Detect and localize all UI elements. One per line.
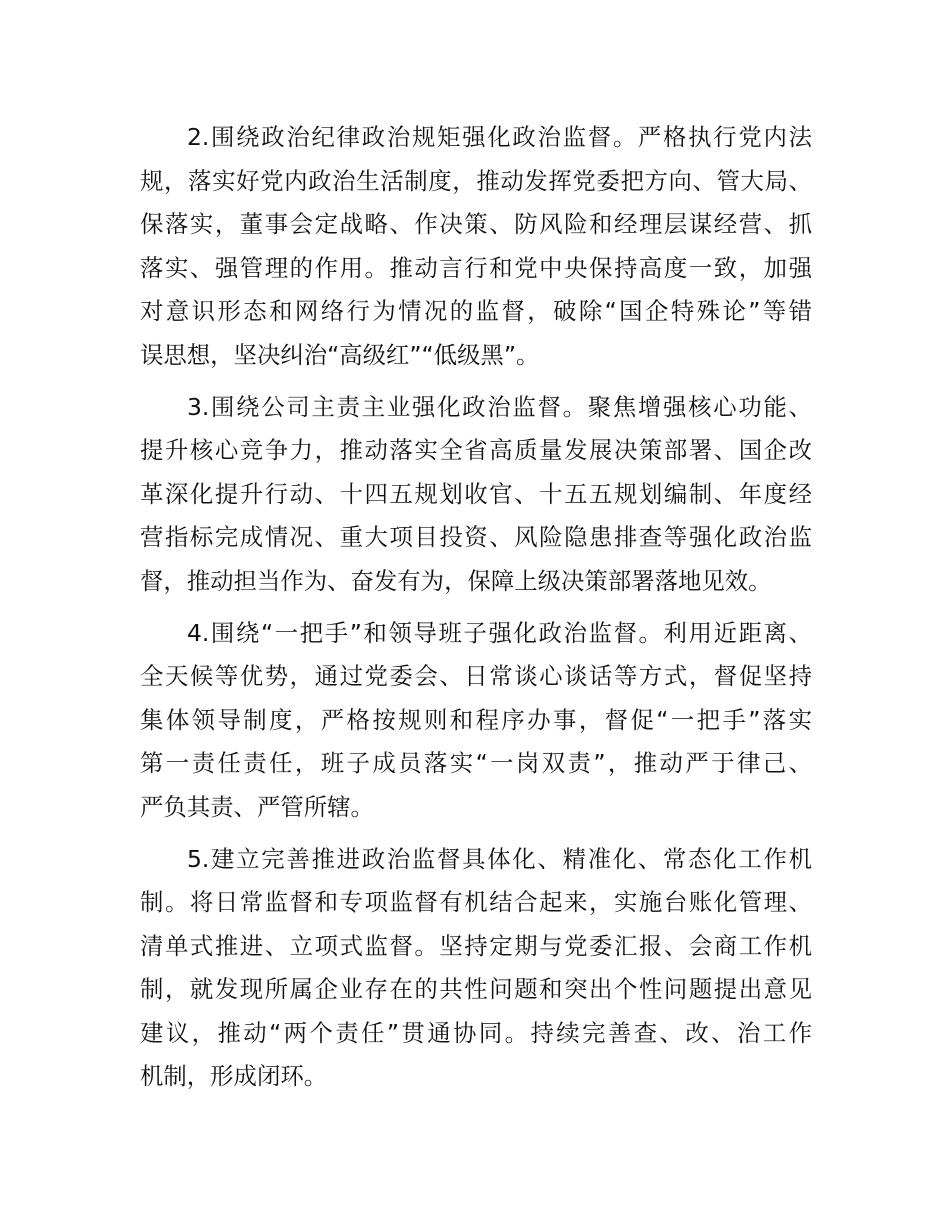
- paragraph-line: 营指标完成情况、重大项目投资、风险隐患排查等强化政治监: [140, 523, 812, 552]
- paragraph-line: 规，落实好党内政治生活制度，推动发挥党委把方向、管大局、: [140, 166, 812, 195]
- paragraph-line: 制，就发现所属企业存在的共性问题和突出个性问题提出意见: [140, 975, 812, 1004]
- paragraph-line: 5.建立完善推进政治监督具体化、精准化、常态化工作机: [187, 844, 812, 873]
- paragraph-line: 机制，形成闭环。: [140, 1062, 328, 1091]
- paragraph-line: 3.围绕公司主责主业强化政治监督。聚焦增强核心功能、: [187, 392, 812, 421]
- paragraph-line: 制。将日常监督和专项监督有机结合起来，实施台账化管理、: [140, 888, 812, 917]
- paragraph-line: 全天候等优势，通过党委会、日常谈心谈话等方式，督促坚持: [140, 662, 812, 691]
- paragraph-line: 对意识形态和网络行为情况的监督，破除“国企特殊论”等错: [140, 297, 812, 326]
- paragraph-2: [140, 116, 812, 378]
- paragraph-line: 保落实，董事会定战略、作决策、防风险和经理层谋经营、抓: [140, 210, 812, 239]
- document-page: [140, 116, 812, 1107]
- paragraph-line: 落实、强管理的作用。推动言行和党中央保持高度一致，加强: [140, 253, 812, 282]
- paragraph-line: 2.围绕政治纪律政治规矩强化政治监督。严格执行党内法: [187, 123, 812, 151]
- paragraph-4: [140, 612, 812, 830]
- paragraph-line: 集体领导制度，严格按规则和程序办事，督促“一把手”落实: [140, 705, 812, 734]
- paragraph-line: 严负其责、严管所辖。: [140, 792, 374, 821]
- paragraph-line: 误思想，坚决纠治“高级红”“低级黑”。: [140, 340, 540, 369]
- paragraph-line: 提升核心竞争力，推动落实全省高质量发展决策部署、国企改: [140, 436, 812, 465]
- paragraph-line: 第一责任责任，班子成员落实“一岗双责”，推动严于律己、: [140, 749, 812, 778]
- paragraph-line: 建议，推动“两个责任”贯通协同。持续完善查、改、治工作: [140, 1018, 812, 1047]
- paragraph-3: [140, 386, 812, 604]
- paragraph-5: [140, 838, 812, 1100]
- paragraph-line: 4.围绕“一把手”和领导班子强化政治监督。利用近距离、: [187, 618, 812, 647]
- paragraph-line: 清单式推进、立项式监督。坚持定期与党委汇报、会商工作机: [140, 931, 812, 960]
- paragraph-line: 督，推动担当作为、奋发有为，保障上级决策部署落地见效。: [140, 566, 772, 595]
- paragraph-line: 革深化提升行动、十四五规划收官、十五五规划编制、年度经: [140, 479, 812, 508]
